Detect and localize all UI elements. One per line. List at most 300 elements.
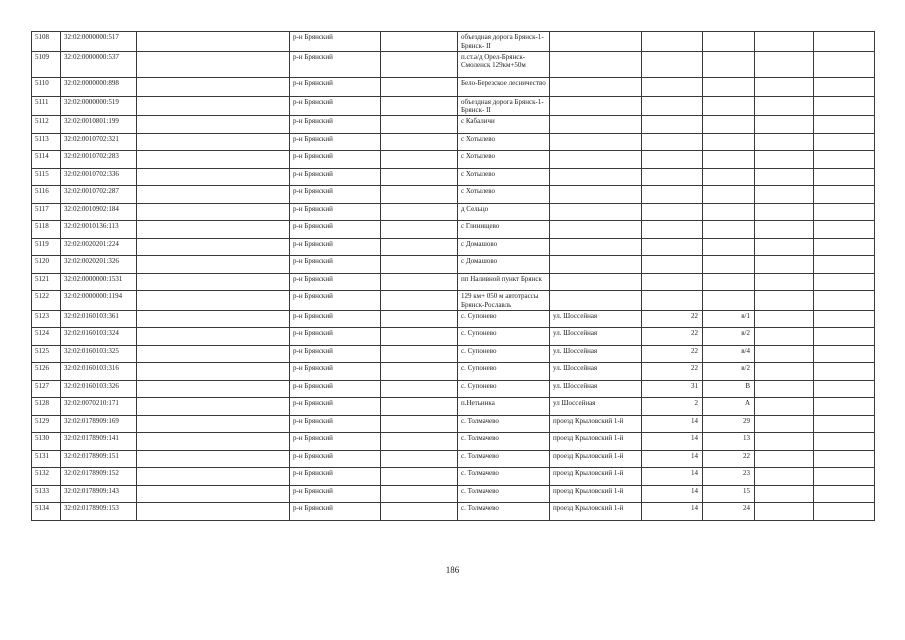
cell-house: 14: [642, 415, 703, 433]
cell-cadastral-number: 32:02:0160103:324: [61, 328, 137, 346]
cell-empty: [755, 345, 814, 363]
cell-empty: [381, 291, 458, 311]
cell-cadastral-number: 32:02:0178909:152: [61, 468, 137, 486]
cell-district: р-н Брянский: [290, 310, 381, 328]
cell-empty: [381, 273, 458, 291]
cell-empty: [381, 32, 458, 52]
cell-locality: п.ст.а/д Орел-Брянск-Смоленск 129км+50м: [458, 51, 550, 77]
cell-row-number: 5124: [32, 328, 61, 346]
cell-street: [550, 32, 642, 52]
table-row: [32, 51, 875, 77]
cell-district: р-н Брянский: [290, 291, 381, 311]
cell-locality: с Хотылево: [458, 168, 550, 186]
table-row: [32, 503, 875, 521]
cell-cadastral-number: 32:02:0160103:361: [61, 310, 137, 328]
cell-street: проезд Крыловский 1-й: [550, 485, 642, 503]
cell-row-number: 5119: [32, 238, 61, 256]
cell-row-number: 5127: [32, 380, 61, 398]
cell-cadastral-number: 32:02:0178909:141: [61, 433, 137, 451]
cell-empty: [137, 256, 290, 274]
cell-house: [642, 221, 703, 239]
cell-empty: [814, 415, 875, 433]
cell-district: р-н Брянский: [290, 398, 381, 416]
cell-row-number: 5125: [32, 345, 61, 363]
table-row: [32, 468, 875, 486]
table-row: [32, 415, 875, 433]
table-row: [32, 168, 875, 186]
cell-building: [703, 256, 755, 274]
cell-locality: 129 км+ 050 м автотрассы Брянск-Рославль: [458, 291, 550, 311]
cell-house: 22: [642, 328, 703, 346]
cell-locality: с Домашово: [458, 238, 550, 256]
cell-cadastral-number: 32:02:0000000:517: [61, 32, 137, 52]
cell-empty: [137, 398, 290, 416]
cell-row-number: 5109: [32, 51, 61, 77]
cell-cadastral-number: 32:02:0070210:171: [61, 398, 137, 416]
cell-row-number: 5129: [32, 415, 61, 433]
cell-cadastral-number: 32:02:0000000:1194: [61, 291, 137, 311]
cell-row-number: 5114: [32, 151, 61, 169]
cell-house: 14: [642, 485, 703, 503]
cell-empty: [137, 380, 290, 398]
cell-building: [703, 203, 755, 221]
cell-empty: [381, 151, 458, 169]
cell-building: 23: [703, 468, 755, 486]
cell-district: р-н Брянский: [290, 328, 381, 346]
cell-empty: [814, 345, 875, 363]
cell-building: В: [703, 380, 755, 398]
cell-building: [703, 151, 755, 169]
cell-empty: [814, 221, 875, 239]
cell-empty: [381, 221, 458, 239]
cell-house: 14: [642, 450, 703, 468]
cell-empty: [137, 328, 290, 346]
table-row: [32, 433, 875, 451]
cell-building: 29: [703, 415, 755, 433]
cell-empty: [755, 238, 814, 256]
cell-empty: [814, 398, 875, 416]
cell-empty: [814, 291, 875, 311]
cell-house: 22: [642, 345, 703, 363]
table-row: [32, 116, 875, 134]
cell-building: в/2: [703, 363, 755, 381]
cell-empty: [755, 51, 814, 77]
cell-empty: [381, 345, 458, 363]
cell-empty: [137, 186, 290, 204]
registry-table-body: [32, 32, 875, 521]
cell-row-number: 5113: [32, 133, 61, 151]
cell-street: ул Шоссейная: [550, 398, 642, 416]
cell-cadastral-number: 32:02:0010702:336: [61, 168, 137, 186]
cell-house: [642, 116, 703, 134]
table-row: [32, 450, 875, 468]
cell-locality: с. Толмачево: [458, 415, 550, 433]
cell-locality: с. Супонево: [458, 380, 550, 398]
cell-house: [642, 291, 703, 311]
cell-empty: [814, 485, 875, 503]
cell-street: ул. Шоссейная: [550, 328, 642, 346]
cell-locality: с Глинищево: [458, 221, 550, 239]
cell-house: [642, 51, 703, 77]
cell-cadastral-number: 32:02:0000000:537: [61, 51, 137, 77]
cell-empty: [755, 363, 814, 381]
cell-locality: с. Супонево: [458, 363, 550, 381]
cell-empty: [755, 503, 814, 521]
cell-district: р-н Брянский: [290, 468, 381, 486]
cell-house: 14: [642, 503, 703, 521]
cell-empty: [814, 273, 875, 291]
cell-empty: [814, 310, 875, 328]
cell-empty: [814, 133, 875, 151]
cell-locality: с. Толмачево: [458, 503, 550, 521]
cell-locality: Бело-Березское лесничество: [458, 77, 550, 96]
cell-cadastral-number: 32:02:0160103:326: [61, 380, 137, 398]
cell-empty: [381, 433, 458, 451]
cell-locality: с Хотылево: [458, 151, 550, 169]
cell-row-number: 5120: [32, 256, 61, 274]
cell-row-number: 5110: [32, 77, 61, 96]
cell-house: 22: [642, 363, 703, 381]
cell-row-number: 5133: [32, 485, 61, 503]
cell-locality: с. Толмачево: [458, 450, 550, 468]
cell-building: [703, 291, 755, 311]
cell-district: р-н Брянский: [290, 116, 381, 134]
cell-street: [550, 203, 642, 221]
table-row: [32, 133, 875, 151]
cell-street: [550, 168, 642, 186]
cell-empty: [381, 380, 458, 398]
cell-building: [703, 133, 755, 151]
cell-house: [642, 77, 703, 96]
cell-street: проезд Крыловский 1-й: [550, 503, 642, 521]
cell-district: р-н Брянский: [290, 238, 381, 256]
cell-street: ул. Шоссейная: [550, 310, 642, 328]
cell-row-number: 5121: [32, 273, 61, 291]
table-row: [32, 238, 875, 256]
cell-row-number: 5130: [32, 433, 61, 451]
table-row: [32, 256, 875, 274]
cell-street: [550, 221, 642, 239]
cell-empty: [755, 186, 814, 204]
cell-locality: с. Супонево: [458, 310, 550, 328]
cell-district: р-н Брянский: [290, 51, 381, 77]
cell-empty: [814, 238, 875, 256]
cell-empty: [137, 363, 290, 381]
cell-cadastral-number: 32:02:0020201:224: [61, 238, 137, 256]
cell-empty: [755, 203, 814, 221]
cell-empty: [381, 203, 458, 221]
cell-cadastral-number: 32:02:0010702:283: [61, 151, 137, 169]
cell-empty: [137, 485, 290, 503]
cell-street: [550, 291, 642, 311]
table-row: [32, 186, 875, 204]
table-row: [32, 151, 875, 169]
cell-empty: [381, 468, 458, 486]
cell-house: [642, 256, 703, 274]
cell-row-number: 5126: [32, 363, 61, 381]
cell-cadastral-number: 32:02:0178909:151: [61, 450, 137, 468]
cell-building: А: [703, 398, 755, 416]
cell-cadastral-number: 32:02:0020201:326: [61, 256, 137, 274]
cell-house: [642, 32, 703, 52]
cell-empty: [814, 151, 875, 169]
registry-table: [31, 31, 875, 521]
table-row: [32, 363, 875, 381]
cell-house: [642, 186, 703, 204]
cell-locality: пп Наливной пункт Брянск: [458, 273, 550, 291]
cell-district: р-н Брянский: [290, 186, 381, 204]
cell-cadastral-number: 32:02:0010801:199: [61, 116, 137, 134]
cell-empty: [137, 238, 290, 256]
cell-house: [642, 168, 703, 186]
cell-empty: [381, 450, 458, 468]
cell-empty: [814, 116, 875, 134]
cell-empty: [137, 168, 290, 186]
cell-row-number: 5108: [32, 32, 61, 52]
table-row: [32, 203, 875, 221]
cell-empty: [381, 415, 458, 433]
cell-street: проезд Крыловский 1-й: [550, 415, 642, 433]
cell-row-number: 5131: [32, 450, 61, 468]
cell-cadastral-number: 32:02:0178909:143: [61, 485, 137, 503]
cell-district: р-н Брянский: [290, 203, 381, 221]
cell-building: [703, 273, 755, 291]
cell-street: [550, 256, 642, 274]
cell-empty: [755, 168, 814, 186]
cell-street: [550, 96, 642, 116]
cell-building: 22: [703, 450, 755, 468]
cell-district: р-н Брянский: [290, 415, 381, 433]
cell-locality: с Кабаличи: [458, 116, 550, 134]
cell-building: 15: [703, 485, 755, 503]
cell-empty: [814, 32, 875, 52]
cell-cadastral-number: 32:02:0010702:321: [61, 133, 137, 151]
cell-empty: [814, 433, 875, 451]
cell-empty: [137, 345, 290, 363]
cell-district: р-н Брянский: [290, 273, 381, 291]
cell-row-number: 5132: [32, 468, 61, 486]
cell-district: р-н Брянский: [290, 380, 381, 398]
cell-building: [703, 32, 755, 52]
table-row: [32, 398, 875, 416]
cell-street: ул. Шоссейная: [550, 380, 642, 398]
cell-locality: с. Толмачево: [458, 433, 550, 451]
cell-empty: [755, 310, 814, 328]
cell-cadastral-number: 32:02:0160103:325: [61, 345, 137, 363]
cell-empty: [814, 450, 875, 468]
cell-district: р-н Брянский: [290, 151, 381, 169]
cell-district: р-н Брянский: [290, 256, 381, 274]
cell-empty: [381, 485, 458, 503]
cell-building: в/1: [703, 310, 755, 328]
cell-district: р-н Брянский: [290, 345, 381, 363]
cell-empty: [137, 203, 290, 221]
cell-building: [703, 77, 755, 96]
cell-empty: [755, 77, 814, 96]
cell-house: [642, 203, 703, 221]
cell-cadastral-number: 32:02:0178909:153: [61, 503, 137, 521]
cell-empty: [381, 238, 458, 256]
cell-street: ул. Шоссейная: [550, 363, 642, 381]
cell-empty: [814, 77, 875, 96]
cell-empty: [137, 291, 290, 311]
cell-cadastral-number: 32:02:0010136:113: [61, 221, 137, 239]
cell-house: [642, 96, 703, 116]
cell-building: в/2: [703, 328, 755, 346]
cell-empty: [381, 133, 458, 151]
cell-empty: [381, 77, 458, 96]
cell-house: 2: [642, 398, 703, 416]
cell-row-number: 5116: [32, 186, 61, 204]
cell-street: [550, 186, 642, 204]
cell-street: [550, 116, 642, 134]
cell-row-number: 5111: [32, 96, 61, 116]
cell-street: проезд Крыловский 1-й: [550, 468, 642, 486]
cell-row-number: 5117: [32, 203, 61, 221]
cell-empty: [137, 116, 290, 134]
cell-house: 14: [642, 433, 703, 451]
cell-empty: [814, 503, 875, 521]
cell-building: [703, 116, 755, 134]
cell-district: р-н Брянский: [290, 363, 381, 381]
cell-empty: [381, 328, 458, 346]
cell-house: [642, 238, 703, 256]
cell-empty: [137, 273, 290, 291]
table-row: [32, 345, 875, 363]
cell-district: р-н Брянский: [290, 450, 381, 468]
cell-building: [703, 186, 755, 204]
cell-empty: [137, 450, 290, 468]
cell-building: [703, 168, 755, 186]
cell-district: р-н Брянский: [290, 503, 381, 521]
cell-row-number: 5118: [32, 221, 61, 239]
cell-empty: [814, 203, 875, 221]
cell-row-number: 5123: [32, 310, 61, 328]
cell-empty: [137, 133, 290, 151]
cell-building: 24: [703, 503, 755, 521]
cell-locality: д Сельцо: [458, 203, 550, 221]
table-row: [32, 273, 875, 291]
cell-locality: с Домашово: [458, 256, 550, 274]
cell-street: [550, 151, 642, 169]
cell-locality: с. Супонево: [458, 345, 550, 363]
table-row: [32, 96, 875, 116]
cell-district: р-н Брянский: [290, 77, 381, 96]
cell-cadastral-number: 32:02:0000000:1531: [61, 273, 137, 291]
cell-empty: [755, 32, 814, 52]
table-row: [32, 77, 875, 96]
cell-street: ул. Шоссейная: [550, 345, 642, 363]
cell-locality: объездная дорога Брянск-1- Брянск- II: [458, 32, 550, 52]
cell-street: [550, 273, 642, 291]
cell-empty: [814, 468, 875, 486]
cell-empty: [814, 380, 875, 398]
cell-empty: [381, 256, 458, 274]
cell-locality: с. Толмачево: [458, 485, 550, 503]
cell-empty: [814, 96, 875, 116]
cell-empty: [137, 433, 290, 451]
cell-building: [703, 51, 755, 77]
cell-cadastral-number: 32:02:0010902:184: [61, 203, 137, 221]
cell-house: 14: [642, 468, 703, 486]
cell-district: р-н Брянский: [290, 133, 381, 151]
cell-locality: с. Супонево: [458, 328, 550, 346]
cell-empty: [755, 221, 814, 239]
page-number: 186: [445, 565, 460, 575]
cell-building: [703, 96, 755, 116]
cell-building: [703, 221, 755, 239]
cell-locality: п.Нетьинка: [458, 398, 550, 416]
cell-empty: [755, 256, 814, 274]
cell-empty: [755, 273, 814, 291]
cell-row-number: 5112: [32, 116, 61, 134]
cell-district: р-н Брянский: [290, 96, 381, 116]
cell-empty: [137, 96, 290, 116]
cell-street: проезд Крыловский 1-й: [550, 450, 642, 468]
cell-street: [550, 238, 642, 256]
table-row: [32, 328, 875, 346]
cell-locality: объездная дорога Брянск-1- Брянск- II: [458, 96, 550, 116]
cell-empty: [755, 116, 814, 134]
cell-empty: [755, 433, 814, 451]
cell-building: 13: [703, 433, 755, 451]
cell-empty: [755, 133, 814, 151]
cell-locality: с Хотылево: [458, 186, 550, 204]
cell-empty: [137, 468, 290, 486]
cell-empty: [137, 310, 290, 328]
cell-empty: [137, 77, 290, 96]
cell-street: [550, 133, 642, 151]
table-row: [32, 310, 875, 328]
cell-empty: [381, 363, 458, 381]
cell-cadastral-number: 32:02:0000000:519: [61, 96, 137, 116]
cell-empty: [381, 310, 458, 328]
cell-empty: [814, 363, 875, 381]
cell-district: р-н Брянский: [290, 32, 381, 52]
cell-district: р-н Брянский: [290, 168, 381, 186]
cell-empty: [755, 328, 814, 346]
cell-empty: [755, 291, 814, 311]
cell-cadastral-number: 32:02:0010702:287: [61, 186, 137, 204]
table-row: [32, 380, 875, 398]
cell-locality: с Хотылево: [458, 133, 550, 151]
cell-empty: [814, 328, 875, 346]
table-row: [32, 221, 875, 239]
cell-empty: [814, 168, 875, 186]
cell-empty: [755, 415, 814, 433]
cell-building: [703, 238, 755, 256]
cell-house: 31: [642, 380, 703, 398]
cell-row-number: 5128: [32, 398, 61, 416]
cell-empty: [755, 485, 814, 503]
cell-empty: [814, 256, 875, 274]
cell-empty: [381, 51, 458, 77]
cell-empty: [381, 96, 458, 116]
cell-empty: [755, 380, 814, 398]
cell-cadastral-number: 32:02:0000000:898: [61, 77, 137, 96]
cell-empty: [381, 186, 458, 204]
cell-district: р-н Брянский: [290, 485, 381, 503]
cell-empty: [381, 168, 458, 186]
cell-locality: с. Толмачево: [458, 468, 550, 486]
table-row: [32, 291, 875, 311]
cell-empty: [137, 221, 290, 239]
cell-street: [550, 77, 642, 96]
cell-house: 22: [642, 310, 703, 328]
table-row: [32, 32, 875, 52]
cell-empty: [137, 32, 290, 52]
cell-row-number: 5134: [32, 503, 61, 521]
